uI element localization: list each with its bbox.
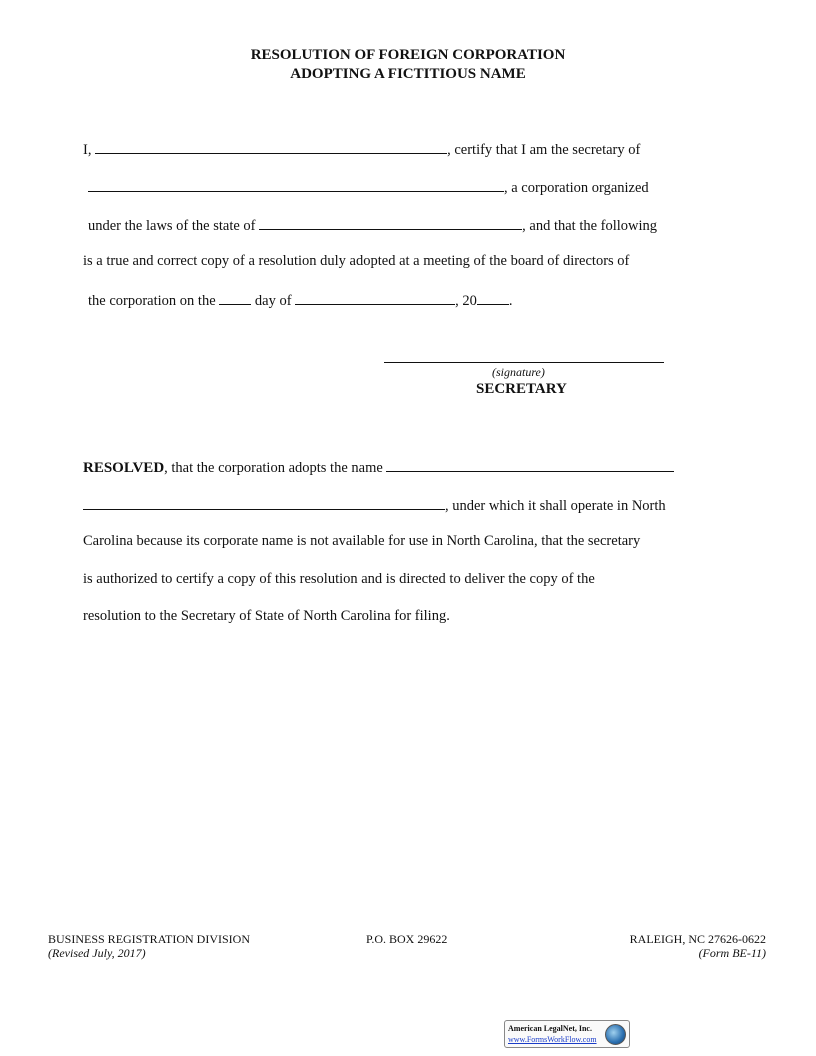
resolution-line-1 [83,457,674,477]
month-blank[interactable] [295,290,455,305]
fictitious-name-blank[interactable] [386,457,674,472]
footer-city: RALEIGH, NC 27626-0622 [629,932,766,946]
resolution-text: , that the corporation adopts the name [164,460,383,476]
cert-text: , certify that I am the secretary of [447,142,641,158]
cert-text: , and that the following [522,218,658,234]
cert-text: the corporation on the [88,293,216,309]
footer-division: BUSINESS REGISTRATION DIVISION [48,932,251,946]
resolution-line-4: is authorized to certify a copy of this resolution and is directed to deliver the copy of the [83,571,595,587]
signature-line[interactable] [384,362,664,363]
footer-revised: (Revised July, 2017) [48,946,146,960]
cert-text: under the laws of the state of [88,218,256,234]
secretary-label: SECRETARY [476,381,567,397]
resolution-line-5: resolution to the Secretary of State of North Carolina for filing. [83,608,450,624]
year-blank[interactable] [477,290,509,305]
cert-text: , a corporation organized [504,180,649,196]
cert-line-5 [88,290,513,310]
document-title-line1: RESOLUTION OF FOREIGN CORPORATION [250,47,566,63]
resolution-text: , under which it shall operate in North [445,498,666,514]
logo-company-name: American LegalNet, Inc. [508,1024,592,1033]
signature-hint: (signature) [492,365,545,379]
resolution-line-2 [83,495,666,515]
cert-text: I, [83,142,92,158]
american-legalnet-logo[interactable] [504,1020,630,1048]
state-blank[interactable] [259,215,522,230]
cert-text: . [508,293,513,309]
cert-text: day of [254,293,292,309]
fictitious-name-blank-2[interactable] [83,495,445,510]
footer-po-box: P.O. BOX 29622 [366,932,448,946]
cert-line-2 [88,177,649,197]
corporation-name-blank[interactable] [88,177,504,192]
cert-text: , 20 [455,293,477,309]
globe-icon [605,1024,626,1045]
cert-line-3 [88,215,657,235]
cert-line-4: is a true and correct copy of a resolution duly adopted at a meeting of the board of directors of [83,253,630,269]
logo-url-link[interactable]: www.FormsWorkFlow.com [508,1035,597,1044]
resolved-label: RESOLVED [83,460,165,476]
day-blank[interactable] [219,290,251,305]
cert-line-1 [83,139,640,159]
footer-form-number: (Form BE-11) [698,946,766,960]
secretary-name-blank[interactable] [95,139,447,154]
document-title-line2: ADOPTING A FICTITIOUS NAME [290,66,526,82]
resolution-line-3: Carolina because its corporate name is not available for use in North Carolina, that the secretary [83,533,641,549]
